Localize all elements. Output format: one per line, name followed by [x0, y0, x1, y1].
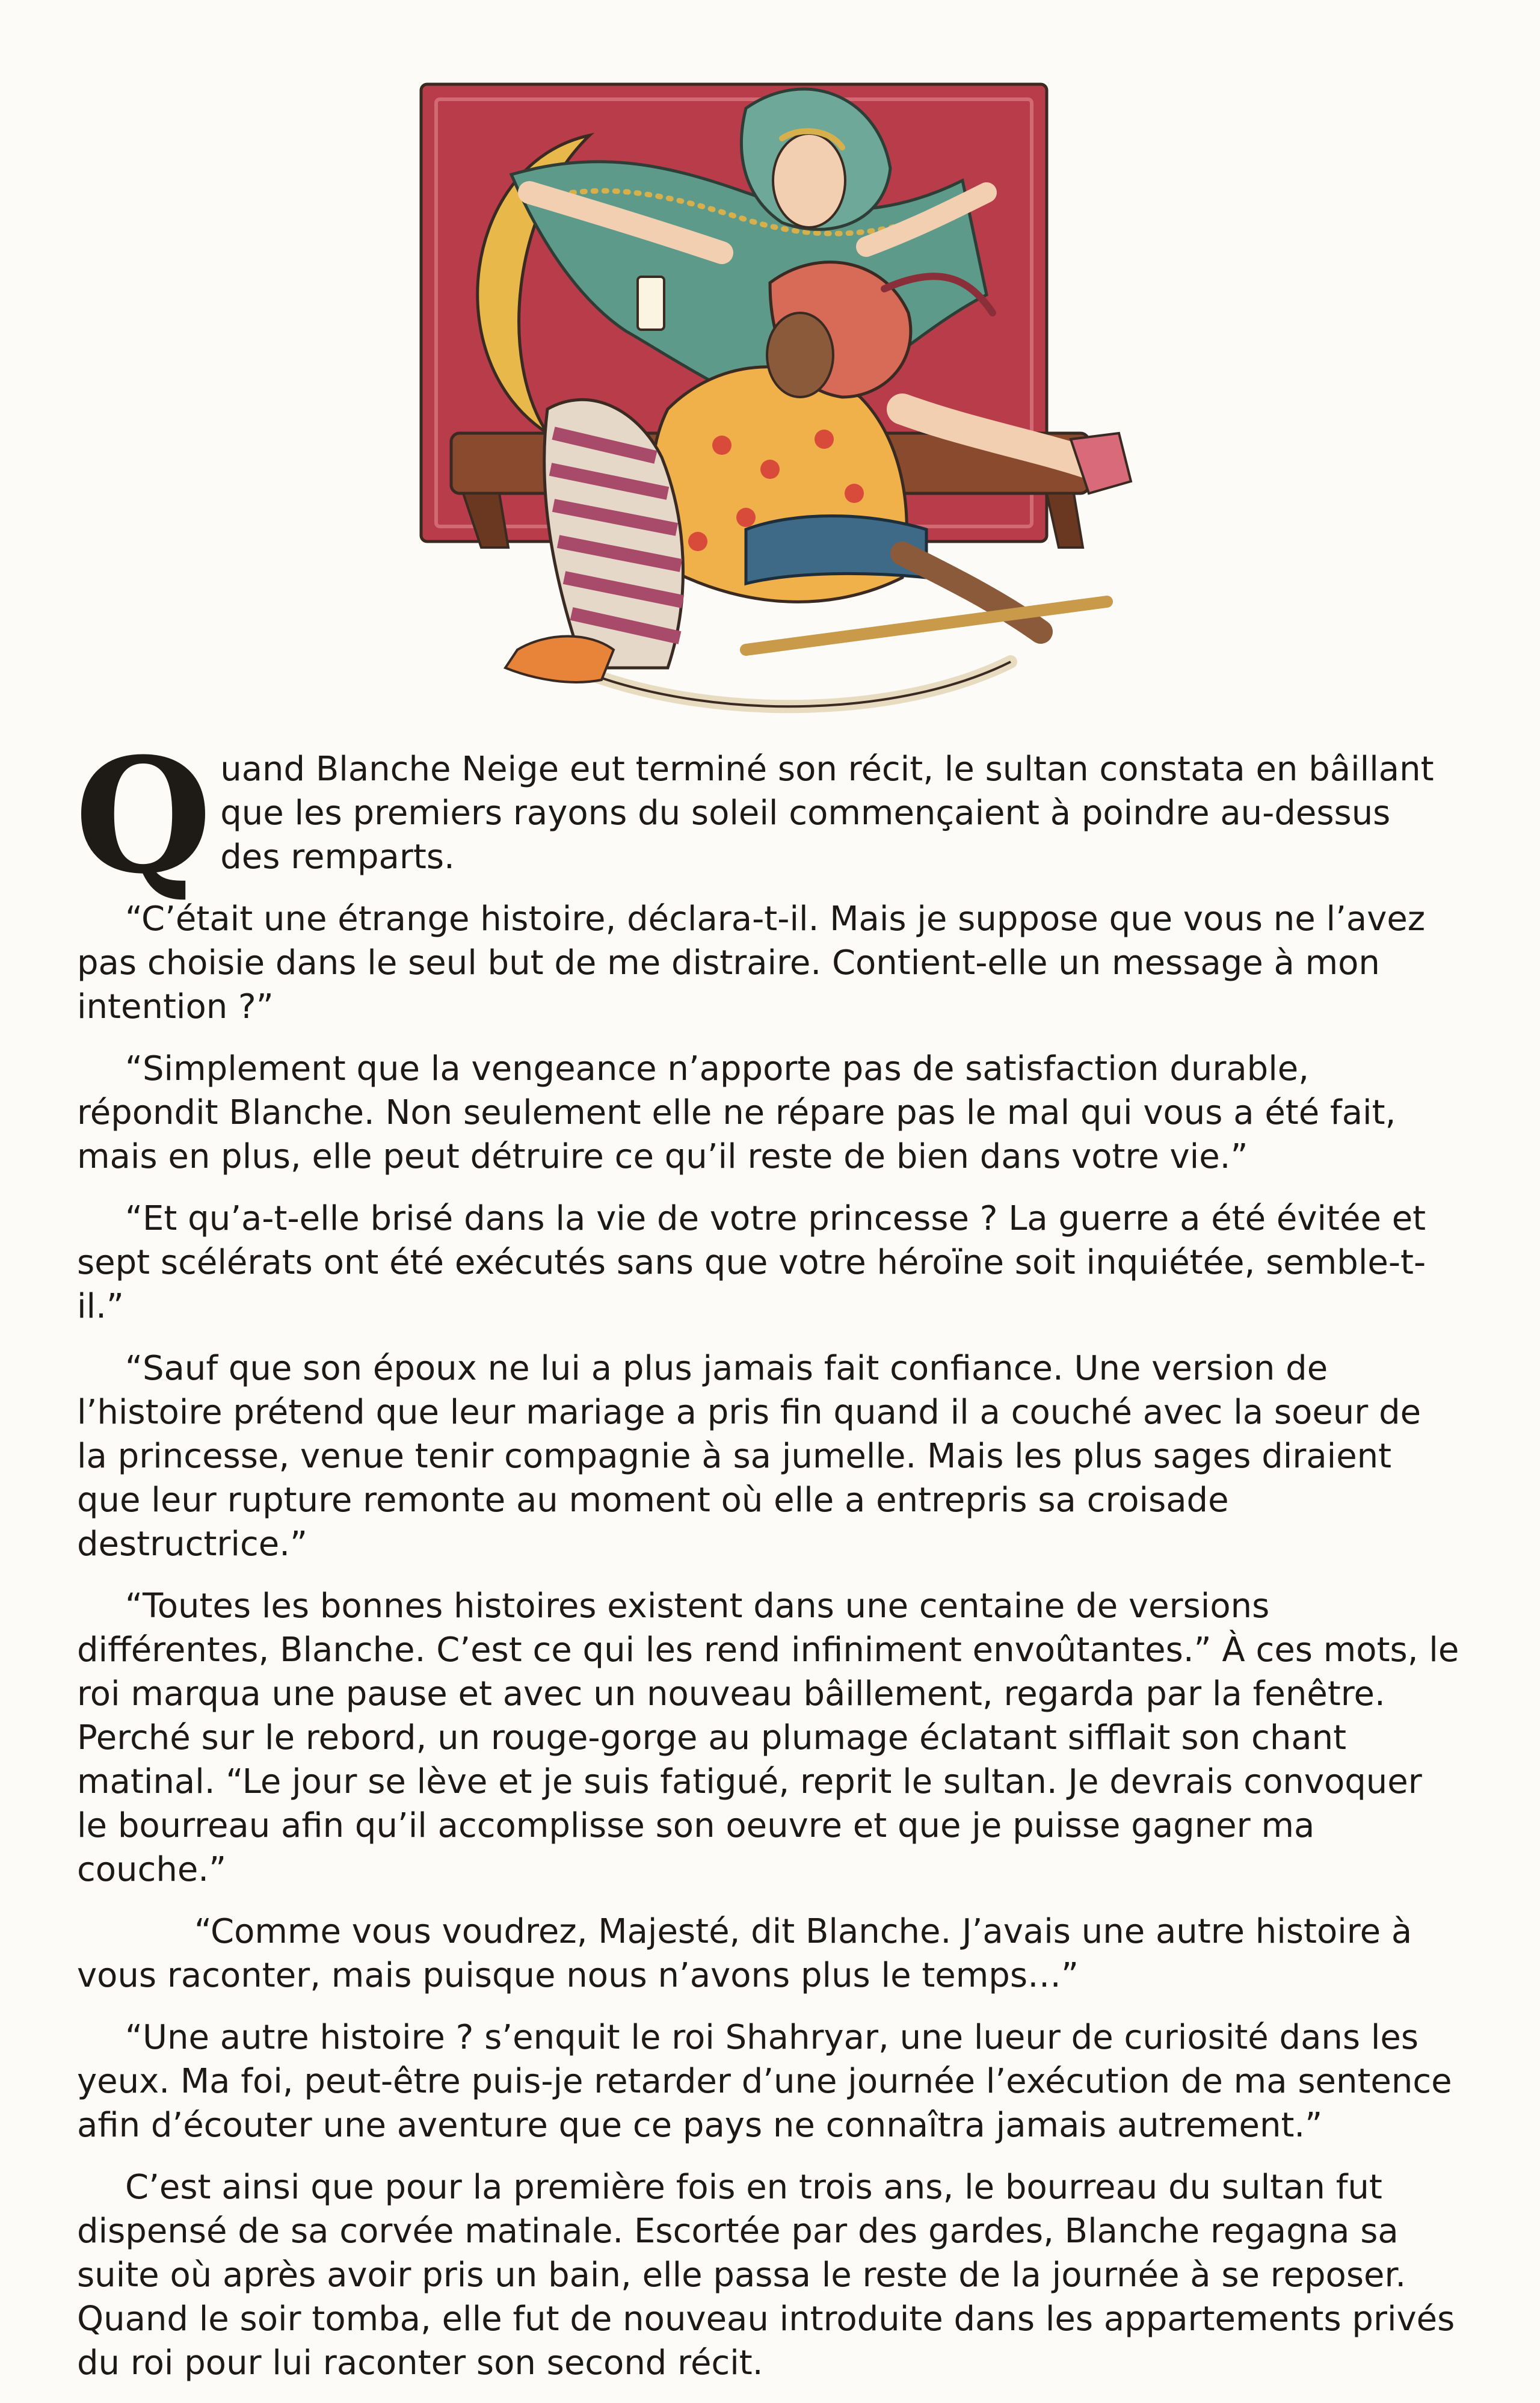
story-paragraph: “Toutes les bonnes histoires existent dans une centaine de versions différentes, Blanche. C’est ce qui les rend infiniment envoûtantes.” À ces mots, le roi marqua une pause et avec un nouveau bâillement, regarda par la fenêtre. Perché sur le rebord, un rouge-gorge au plumage éclatant sifflait son chant matinal. “Le jour se lève et je suis fatigué, reprit le sultan. Je devrais convoquer le bourreau afin qu’il accomplisse son oeuvre et que je puisse gagner ma couche.” [77, 1587, 1459, 1889]
story-illustration [409, 72, 1251, 740]
story-paragraph: C’est ainsi que pour la première fois en trois ans, le bourreau du sultan fut dispensé de sa corvée matinale. Escortée par des gardes, Blanche regagna sa suite où après avoir pris un bain, elle passa le reste de la journée à se reposer. Quand le soir tomba, elle fut de nouveau introduite dans les appartements privés du roi pour lui raconter son second récit. [77, 2168, 1455, 2383]
glass [638, 277, 664, 330]
man-face [767, 313, 833, 397]
story-paragraph: “Comme vous voudrez, Majesté, dit Blanche. J’avais une autre histoire à vous raconter, mais puisque nous n’avons plus le temps…” [77, 1912, 1412, 1995]
story-text [75, 723, 1461, 2403]
story-paragraph: “Sauf que son époux ne lui a plus jamais fait confiance. Une version de l’histoire prétend que leur mariage a pris fin quand il a couché avec la soeur de la princesse, venue tenir compagnie à sa jumelle. Mais les plus sages diraient que leur rupture remonte au moment où elle a entrepris sa croisade destructrice.” [77, 1349, 1421, 1564]
story-paragraph: “C’était une étrange histoire, déclara-t-il. Mais je suppose que vous ne l’avez pas choisie dans le seul but de me distraire. Contient-elle un message à mon intention ?” [77, 899, 1426, 1026]
story-paragraph: “Et qu’a-t-elle brisé dans la vie de votre princesse ? La guerre a été évitée et sept scélérats ont été exécutés sans que votre héroïne soit inquiétée, semble-t-il.” [77, 1199, 1426, 1326]
orange-slipper [505, 637, 614, 682]
drop-cap: Q [75, 723, 212, 908]
story-paragraph: “Une autre histoire ? s’enquit le roi Shahryar, une lueur de curiosité dans les yeux. Ma foi, peut-être puis-je retarder d’une journée l’exécution de ma sentence afin d’écouter une aventure que ce pays ne connaîtra jamais autrement.” [77, 2018, 1452, 2145]
woman-face [773, 134, 845, 227]
story-paragraph: Quand Blanche Neige eut terminé son récit, le sultan constata en bâillant que les premiers rayons du soleil commençaient à poindre au-dessus des remparts. [75, 723, 1434, 908]
scabbard [746, 602, 1107, 650]
story-paragraph: “Simplement que la vengeance n’apporte pas de satisfaction durable, répondit Blanche. Non seulement elle ne répare pas le mal qui vous a été fait, mais en plus, elle peut détruire ce qu’il reste de bien dans votre vie.” [77, 1049, 1396, 1176]
